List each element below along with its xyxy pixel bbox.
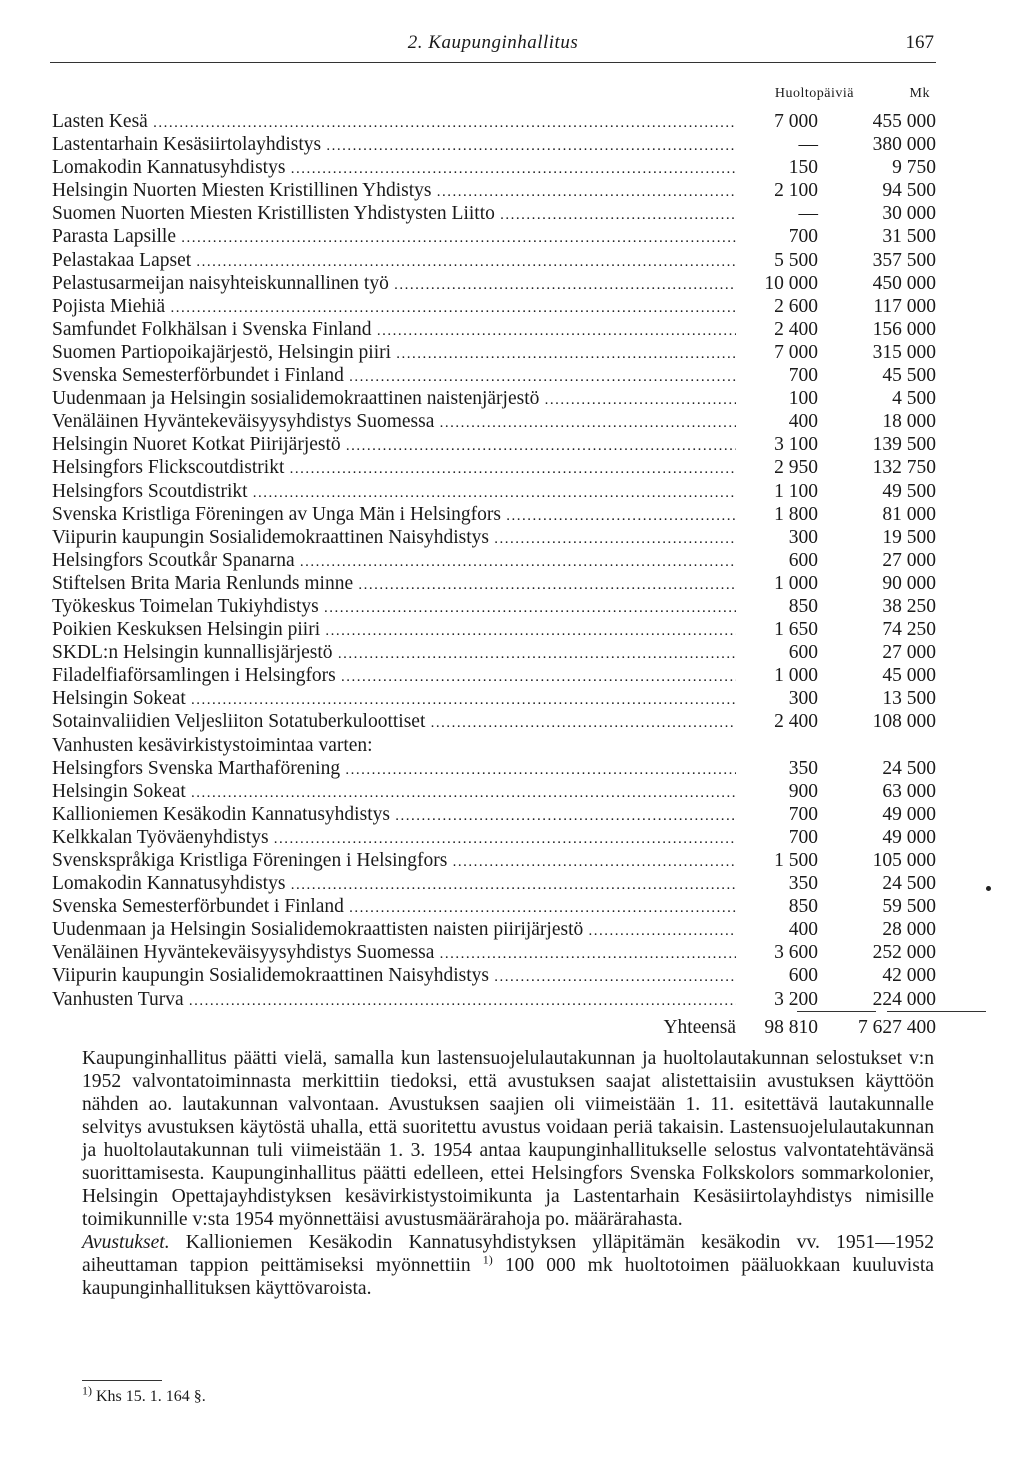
care-days-value: 10 000	[764, 272, 818, 294]
amount-mk-value: 117 000	[873, 295, 936, 317]
organization-name: Svenska Kristliga Föreningen av Unga Män i Helsingfors .....	[52, 503, 736, 528]
print-speck	[986, 886, 991, 891]
amount-mk-value: 59 500	[882, 896, 936, 918]
care-days-value: 850	[788, 595, 818, 617]
amount-mk-value: 24 500	[882, 757, 936, 779]
amount-mk-value: 19 500	[882, 526, 936, 548]
subheading-label: Vanhusten kesävirkistystoimintaa varten:	[52, 734, 373, 756]
organization-name: Sotainvaliidien Veljesliiton Sotatuberkuloottiset .....	[52, 710, 736, 735]
care-days-value: 3 200	[774, 988, 818, 1010]
care-days-value: 1 800	[774, 503, 818, 525]
care-days-value: 700	[788, 365, 818, 387]
table-row	[52, 988, 936, 1011]
table-row	[52, 249, 936, 272]
amount-mk-value: 252 000	[872, 942, 936, 964]
amount-mk-value: 139 500	[872, 434, 936, 456]
care-days-value: 1 000	[774, 572, 818, 594]
amount-mk-value: 132 750	[872, 457, 936, 479]
table-row	[52, 341, 936, 364]
organization-name: Viipurin kaupungin Sosialidemokraattinen Naisyhdistys .....	[52, 964, 736, 989]
table-row	[52, 895, 936, 918]
organization-name: Pojista Miehiä .....	[52, 295, 736, 320]
organization-name: Pelastakaa Lapset .....	[52, 249, 736, 274]
running-title: 2. Kaupunginhallitus	[407, 32, 579, 53]
amount-mk-value: 380 000	[872, 134, 936, 156]
amount-mk-value: 94 500	[882, 180, 936, 202]
total-mk: 7 627 400	[858, 1016, 936, 1038]
paragraph-grants	[82, 1231, 934, 1300]
organization-name: Pelastusarmeijan naisyhteiskunnallinen työ .....	[52, 272, 736, 297]
total-label: Yhteensä	[663, 1016, 736, 1038]
organization-name: Lastentarhain Kesäsiirtolayhdistys .....	[52, 133, 736, 158]
amount-mk-value: 24 500	[882, 873, 936, 895]
care-days-value: 2 400	[774, 711, 818, 733]
organization-name: Poikien Keskuksen Helsingin piiri .....	[52, 618, 736, 643]
care-days-value: 2 400	[774, 318, 818, 340]
organization-name: Helsingin Sokeat .....	[52, 780, 736, 805]
table-row	[52, 664, 936, 687]
table-total-row	[52, 1011, 936, 1043]
organization-name: Svenska Semesterförbundet i Finland .....	[52, 895, 736, 920]
organization-name: Helsingin Sokeat .....	[52, 687, 736, 712]
care-days-value: 700	[788, 226, 818, 248]
amount-mk-value: 90 000	[882, 572, 936, 594]
total-rule-mk	[887, 1011, 986, 1012]
organization-name: Filadelfiaförsamlingen i Helsingfors .....	[52, 664, 736, 689]
organization-name: Työkeskus Toimelan Tukiyhdistys .....	[52, 595, 736, 620]
organization-name: SKDL:n Helsingin kunnallisjärjestö .....	[52, 641, 736, 666]
organization-name: Kelkkalan Työväenyhdistys .....	[52, 826, 736, 851]
paragraph-2-text-a: Kallioniemen Kesäkodin Kannatusyhdistyksen ylläpitämän kesäkodin vv. 1951—1952 aiheuttaman tappion peittämiseksi myönnettiin	[82, 1232, 934, 1276]
amount-mk-value: 45 000	[882, 665, 936, 687]
amount-mk-value: 30 000	[882, 203, 936, 225]
grants-table	[52, 82, 936, 1043]
amount-mk-value: 74 250	[882, 619, 936, 641]
table-row	[52, 641, 936, 664]
care-days-value: 900	[788, 780, 818, 802]
care-days-value: 850	[788, 896, 818, 918]
amount-mk-value: 224 000	[872, 988, 936, 1010]
organization-name: Suomen Nuorten Miesten Kristillisten Yhdistysten Liitto .....	[52, 202, 736, 227]
paragraph-1-text: Kaupunginhallitus päätti vielä, samalla kun lastensuojelulautakunnan ja huoltolautakunnan selostukset v:n 1952 valvontatoiminnasta merkittiin tiedoksi, että avustuksen saajat alistettaisiin avustuksen käyttöön nähden ao. lautakunnan valvontaan. Avustuksen saajien oli viimeistään 1. 11. esitettävä lautakunnalle selvitys avustuksen käytöstä uhalla, että suoritettu avustus voidaan periä takaisin. Lastensuojelulautakunnan ja huoltolautakunnan tuli viimeistään 1. 3. 1954 antaa kaupunginhallitukselle selostus valvontatehtävänsä suorittamisesta. Kaupunginhallitus päätti edelleen, ettei Helsingfors Svenska Folkskolors sommarkolonier, Helsingin Opettajayhdistyksen kesävirkistystoimikunta ja Lastentarhain Kesäsiirtolayhdistys nimisille toimikunnille v:sta 1954 myönnettäisi avustusmäärärahoja po. määrärahasta.	[82, 1048, 934, 1230]
table-row	[52, 918, 936, 941]
care-days-value: 2 600	[774, 295, 818, 317]
table-row	[52, 941, 936, 964]
amount-mk-value: 27 000	[882, 549, 936, 571]
care-days-value: 1 650	[774, 619, 818, 641]
amount-mk-value: 315 000	[872, 341, 936, 363]
care-days-value: 2 950	[774, 457, 818, 479]
amount-mk-value: 38 250	[882, 595, 936, 617]
table-row	[52, 618, 936, 641]
table-row	[52, 272, 936, 295]
care-days-value: 7 000	[774, 341, 818, 363]
amount-mk-value: 18 000	[882, 411, 936, 433]
table-row	[52, 225, 936, 248]
organization-name: Uudenmaan ja Helsingin Sosialidemokraattisten naisten piirijärjestö .....	[52, 918, 736, 943]
care-days-value: 400	[788, 411, 818, 433]
table-row	[52, 964, 936, 987]
care-days-value: 350	[788, 757, 818, 779]
table-row	[52, 803, 936, 826]
care-days-value: 2 100	[774, 180, 818, 202]
care-days-value: 700	[788, 803, 818, 825]
organization-name: Svenska Semesterförbundet i Finland .....	[52, 364, 736, 389]
organization-name: Suomen Partiopoikajärjestö, Helsingin piiri .....	[52, 341, 736, 366]
care-days-value: 1 100	[774, 480, 818, 502]
organization-name: Svenskspråkiga Kristliga Föreningen i Helsingfors .....	[52, 849, 736, 874]
table-subheading	[52, 734, 936, 757]
total-rule-days	[797, 1011, 876, 1012]
organization-name: Helsingin Nuoret Kotkat Piirijärjestö .....	[52, 433, 736, 458]
table-row	[52, 503, 936, 526]
organization-name: Lomakodin Kannatusyhdistys .....	[52, 872, 736, 897]
care-days-value: 400	[788, 919, 818, 941]
amount-mk-value: 450 000	[872, 272, 936, 294]
organization-name: Viipurin kaupungin Sosialidemokraattinen Naisyhdistys .....	[52, 526, 736, 551]
footnote-rule	[82, 1380, 162, 1381]
table-row	[52, 202, 936, 225]
table-row	[52, 526, 936, 549]
footnote	[82, 1383, 206, 1406]
body-text	[82, 1047, 934, 1300]
table-row	[52, 780, 936, 803]
amount-mk-value: 63 000	[882, 780, 936, 802]
care-days-value: —	[798, 134, 818, 156]
amount-mk-value: 27 000	[882, 642, 936, 664]
table-row	[52, 318, 936, 341]
amount-mk-value: 108 000	[872, 711, 936, 733]
amount-mk-value: 45 500	[882, 365, 936, 387]
footnote-reference: 1)	[482, 1252, 493, 1267]
organization-name: Venäläinen Hyväntekeväisyysyhdistys Suomessa .....	[52, 941, 736, 966]
table-row	[52, 456, 936, 479]
organization-name: Helsingfors Svenska Marthaförening .....	[52, 757, 736, 782]
organization-name: Helsingin Nuorten Miesten Kristillinen Yhdistys .....	[52, 179, 736, 204]
organization-name: Helsingfors Flickscoutdistrikt .....	[52, 456, 736, 481]
care-days-value: 350	[788, 873, 818, 895]
amount-mk-value: 105 000	[872, 850, 936, 871]
organization-name: Samfundet Folkhälsan i Svenska Finland .....	[52, 318, 736, 343]
amount-mk-value: 49 000	[882, 803, 936, 825]
care-days-value: 1 500	[774, 850, 818, 871]
care-days-value: —	[798, 203, 818, 225]
care-days-value: 1 000	[774, 665, 818, 687]
organization-name: Venäläinen Hyväntekeväisyysyhdistys Suomessa .....	[52, 410, 736, 435]
amount-mk-value: 13 500	[882, 688, 936, 710]
organization-name: Vanhusten Turva .....	[52, 988, 736, 1013]
table-row	[52, 826, 936, 849]
column-header-mk: Mk	[909, 86, 930, 101]
table-row	[52, 757, 936, 780]
table-row	[52, 480, 936, 503]
table-row	[52, 872, 936, 895]
table-rows-main	[52, 110, 936, 734]
table-row	[52, 595, 936, 618]
table-row	[52, 410, 936, 433]
amount-mk-value: 31 500	[882, 226, 936, 248]
table-row	[52, 549, 936, 572]
organization-name: Uudenmaan ja Helsingin sosialidemokraattinen naistenjärjestö .....	[52, 387, 736, 412]
amount-mk-value: 28 000	[882, 919, 936, 941]
running-header	[50, 28, 936, 63]
care-days-value: 100	[788, 388, 818, 410]
column-header-days: Huoltopäiviä	[774, 86, 854, 101]
amount-mk-value: 9 750	[892, 157, 936, 179]
amount-mk-value: 156 000	[872, 318, 936, 340]
care-days-value: 600	[788, 642, 818, 664]
care-days-value: 3 100	[774, 434, 818, 456]
care-days-value: 7 000	[774, 111, 818, 132]
amount-mk-value: 49 000	[882, 826, 936, 848]
table-row	[52, 179, 936, 202]
table-row	[52, 156, 936, 179]
amount-mk-value: 4 500	[892, 388, 936, 410]
organization-name: Stiftelsen Brita Maria Renlunds minne .....	[52, 572, 736, 597]
table-row	[52, 572, 936, 595]
total-days: 98 810	[764, 1016, 818, 1038]
amount-mk-value: 455 000	[872, 111, 936, 132]
table-row	[52, 295, 936, 318]
organization-name: Helsingfors Scoutkår Spanarna .....	[52, 549, 736, 574]
amount-mk-value: 49 500	[882, 480, 936, 502]
organization-name: Kallioniemen Kesäkodin Kannatusyhdistys .....	[52, 803, 736, 828]
care-days-value: 700	[788, 826, 818, 848]
amount-mk-value: 42 000	[882, 965, 936, 987]
organization-name: Helsingfors Scoutdistrikt .....	[52, 480, 736, 505]
table-row	[52, 387, 936, 410]
care-days-value: 600	[788, 549, 818, 571]
table-row	[52, 687, 936, 710]
table-row	[52, 849, 936, 872]
amount-mk-value: 81 000	[882, 503, 936, 525]
table-rows-elderly	[52, 757, 936, 1011]
care-days-value: 5 500	[774, 249, 818, 271]
amount-mk-value: 357 500	[872, 249, 936, 271]
care-days-value: 600	[788, 965, 818, 987]
table-column-headers	[52, 82, 936, 106]
page-number: 167	[905, 32, 934, 53]
table-row	[52, 433, 936, 456]
table-row	[52, 133, 936, 156]
table-row	[52, 110, 936, 133]
table-row	[52, 364, 936, 387]
organization-name: Lasten Kesä .....	[52, 110, 736, 135]
organization-name: Parasta Lapsille .....	[52, 225, 736, 250]
table-row	[52, 710, 936, 733]
care-days-value: 3 600	[774, 942, 818, 964]
paragraph-supervision	[82, 1047, 934, 1231]
footnote-mark: 1)	[82, 1383, 92, 1398]
paragraph-2-text-b: 100 000 mk huoltotoimen pääluokkaan kuuluvista kaupunginhallituksen käyttövaroista.	[82, 1255, 934, 1299]
care-days-value: 300	[788, 526, 818, 548]
care-days-value: 300	[788, 688, 818, 710]
organization-name: Lomakodin Kannatusyhdistys .....	[52, 156, 736, 181]
footnote-text: Khs 15. 1. 164 §.	[92, 1388, 206, 1405]
care-days-value: 150	[788, 157, 818, 179]
subheading-avustukset: Avustukset.	[82, 1232, 170, 1253]
